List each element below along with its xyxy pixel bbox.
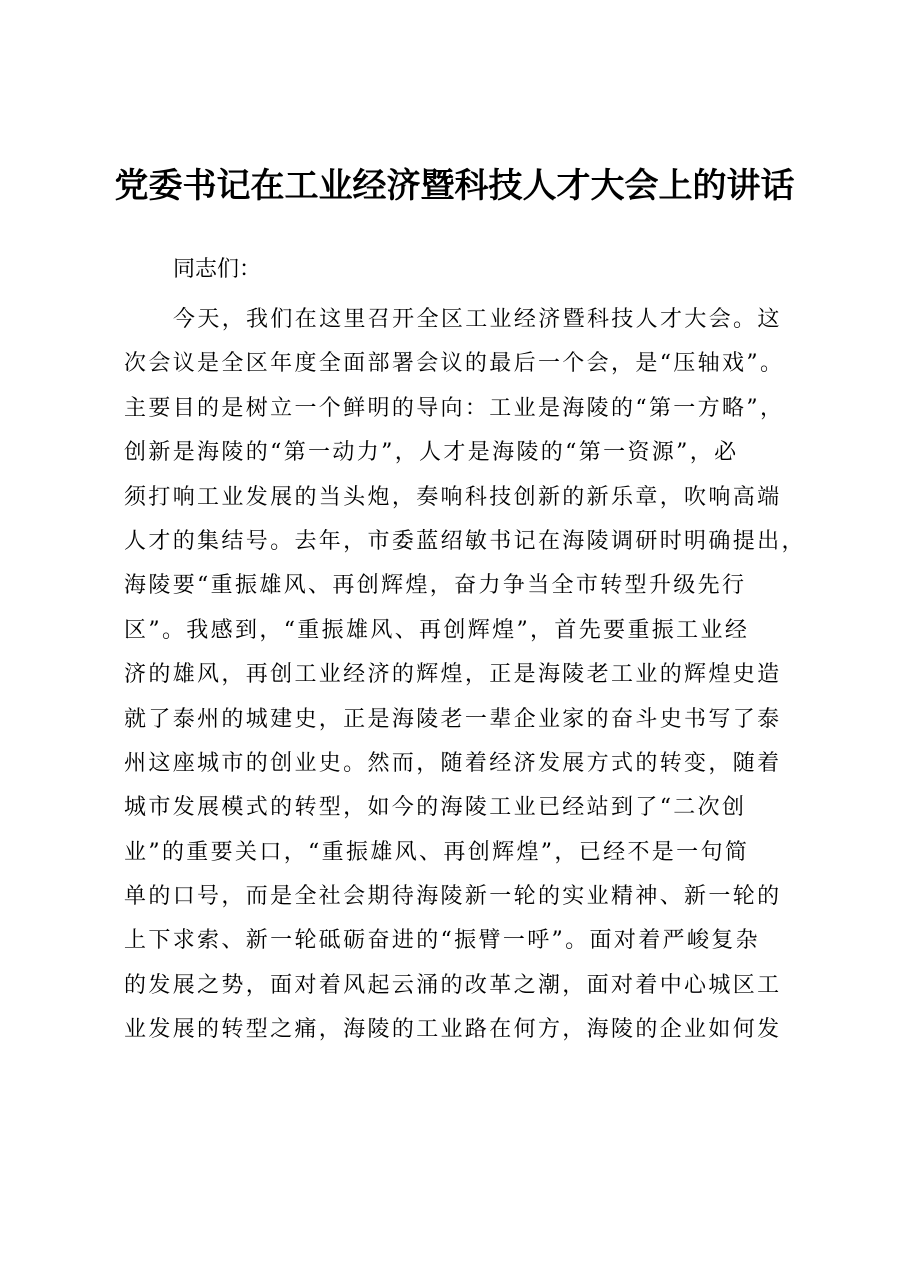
body-line: 区”。我感到，“重振雄风、再创辉煌”，首先要重振工业经 xyxy=(124,617,750,643)
body-line: 业发展的转型之痛，海陵的工业路在何方，海陵的企业如何发 xyxy=(124,1017,782,1043)
body-line: 上下求索、新一轮砥砺奋进的“振臂一呼”。面对着严峻复杂 xyxy=(124,928,760,954)
body-line: 须打响工业发展的当头炮，奏响科技创新的新乐章，吹响高端 xyxy=(124,484,782,510)
body-line: 创新是海陵的“第一动力”，人才是海陵的“第一资源”，必 xyxy=(124,440,739,466)
body-line: 城市发展模式的转型，如今的海陵工业已经站到了“二次创 xyxy=(124,795,747,821)
body-line: 济的雄风，再创工业经济的辉煌，正是海陵老工业的辉煌史造 xyxy=(124,662,782,688)
body-line: 主要目的是树立一个鲜明的导向：工业是海陵的“第一方略”， xyxy=(124,395,785,421)
body-line: 州这座城市的创业史。然而，随着经济发展方式的转变，随着 xyxy=(124,750,782,776)
body-paragraph xyxy=(124,302,804,1057)
body-line: 次会议是全区年度全面部署会议的最后一个会，是“压轴戏”。 xyxy=(124,351,785,377)
body-line: 人才的集结号。去年，市委蓝绍敏书记在海陵调研时明确提出， xyxy=(124,528,806,554)
body-line: 单的口号，而是全社会期待海陵新一轮的实业精神、新一轮的 xyxy=(124,884,782,910)
document-title: 党委书记在工业经济暨科技人才大会上的讲话 xyxy=(114,166,795,206)
body-line: 海陵要“重振雄风、再创辉煌，奋力争当全市转型升级先行 xyxy=(124,573,747,599)
body-line: 就了泰州的城建史，正是海陵老一辈企业家的奋斗史书写了泰 xyxy=(124,706,782,732)
body-line: 业”的重要关口，“重振雄风、再创辉煌”，已经不是一句简 xyxy=(124,839,750,865)
body-line: 的发展之势，面对着风起云涌的改革之潮，面对着中心城区工 xyxy=(124,972,782,998)
salutation: 同志们： xyxy=(173,257,262,282)
body-line: 今天，我们在这里召开全区工业经济暨科技人才大会。这 xyxy=(173,307,782,332)
